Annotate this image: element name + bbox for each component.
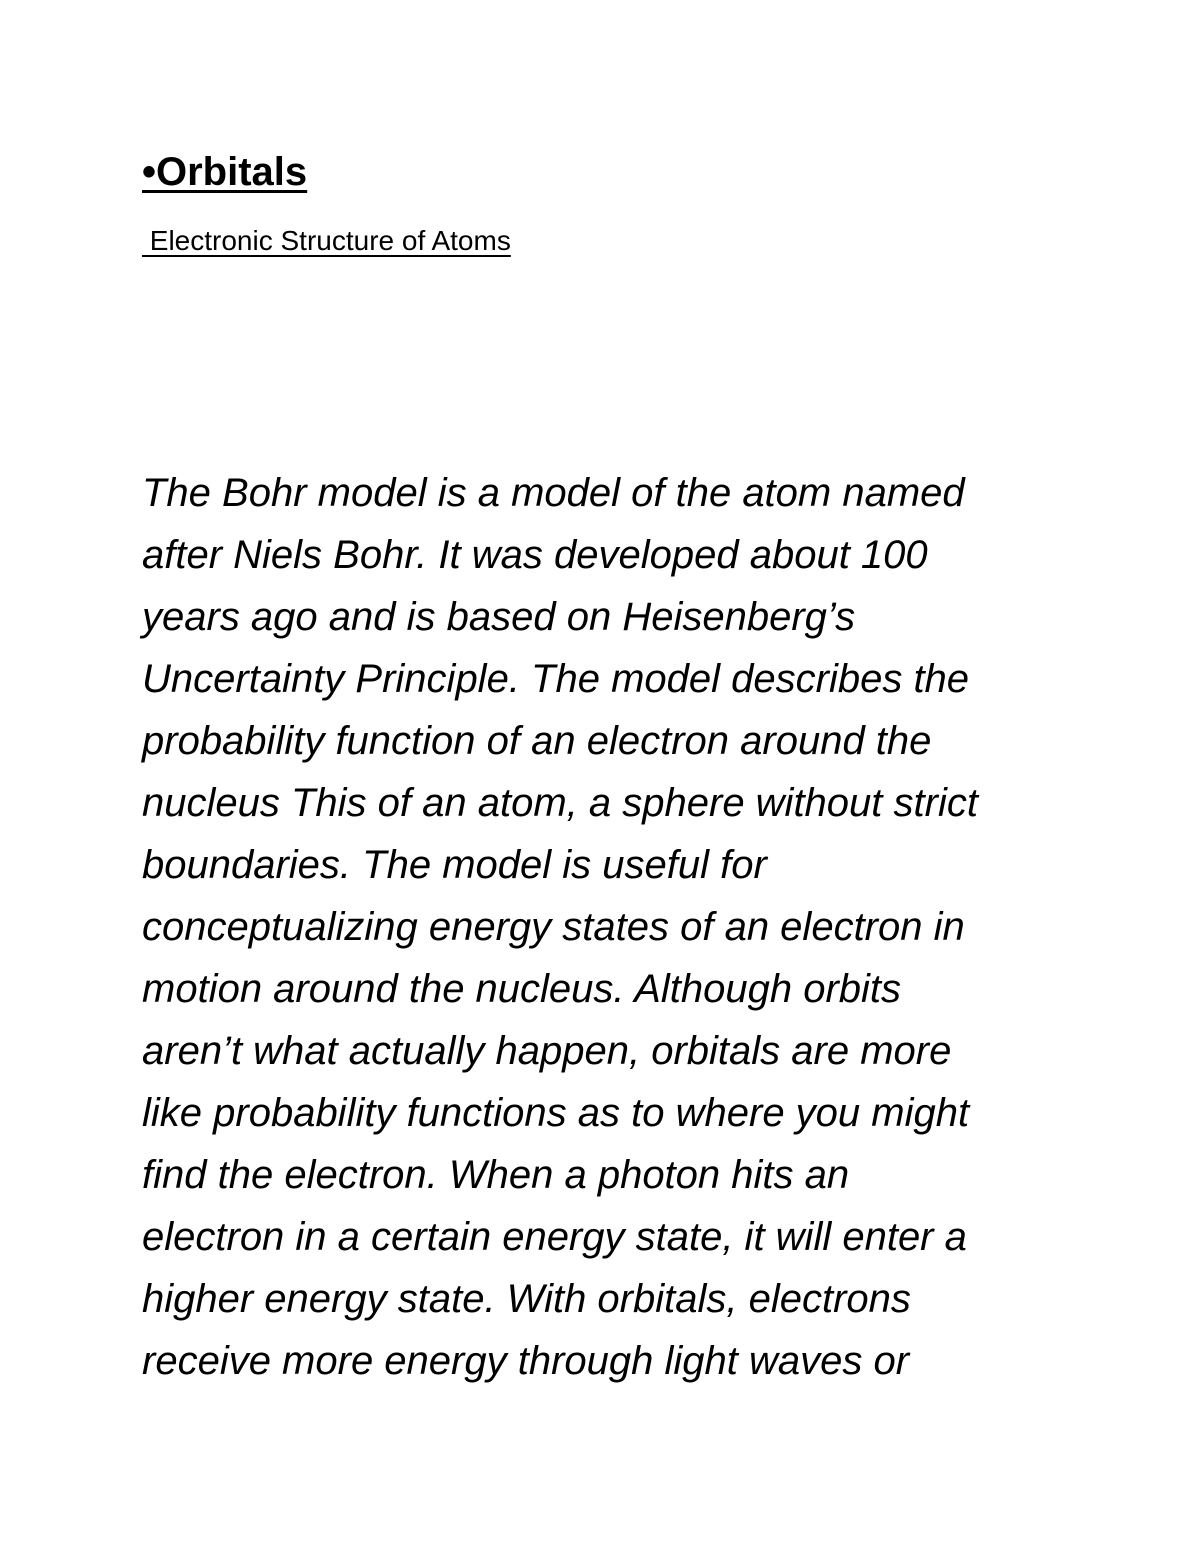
body-line: receive more energy through light waves or xyxy=(142,1339,910,1383)
body-line: after Niels Bohr. It was developed about 100 xyxy=(142,533,928,577)
body-line: years ago and is based on Heisenberg’s xyxy=(142,595,856,639)
body-line: aren’t what actually happen, orbitals are more xyxy=(142,1029,952,1073)
body-paragraph xyxy=(142,462,1082,1392)
body-line: electron in a certain energy state, it will enter a xyxy=(142,1215,967,1259)
page-title: •Orbitals xyxy=(142,150,308,194)
body-line: nucleus This of an atom, a sphere without strict xyxy=(142,781,978,825)
body-line: higher energy state. With orbitals, electrons xyxy=(142,1277,911,1321)
body-line: motion around the nucleus. Although orbits xyxy=(142,967,902,1011)
page-subtitle: Electronic Structure of Atoms xyxy=(142,225,511,256)
body-line: Uncertainty Principle. The model describes the xyxy=(142,657,970,701)
body-line: The Bohr model is a model of the atom named xyxy=(142,471,965,515)
body-line: conceptualizing energy states of an electron in xyxy=(142,905,965,949)
body-line: probability function of an electron around the xyxy=(142,719,932,763)
body-line: like probability functions as to where you might xyxy=(142,1091,970,1135)
body-line: find the electron. When a photon hits an xyxy=(142,1153,850,1197)
body-line: boundaries. The model is useful for xyxy=(142,843,767,887)
